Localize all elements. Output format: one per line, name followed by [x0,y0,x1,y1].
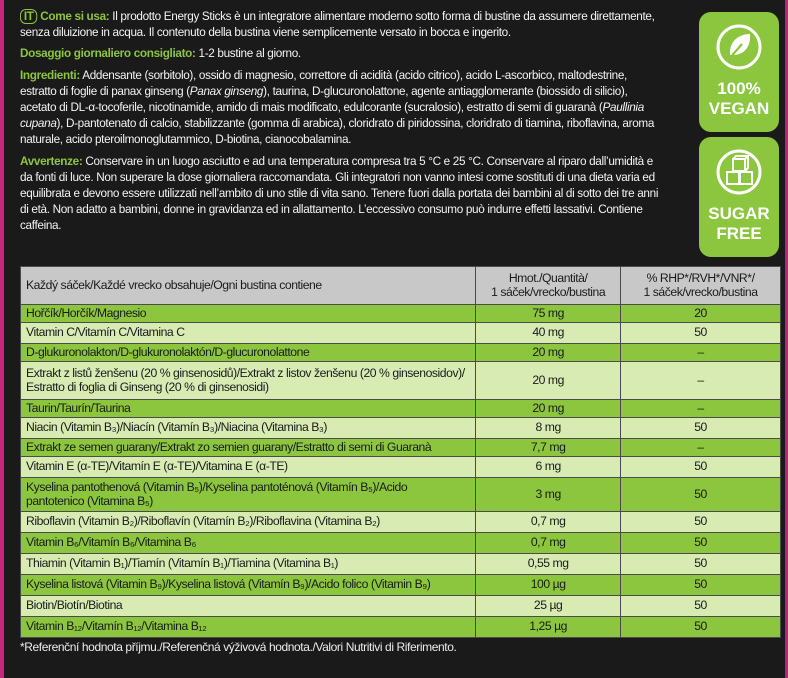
row-reference-value: 50 [621,575,781,596]
usage-label: Come si usa: [40,9,110,23]
vegan-badge [699,12,779,132]
table-row [21,323,781,344]
header-quantity [476,267,621,305]
product-text-block [20,8,662,239]
row-reference-value: – [621,344,781,362]
row-name: Biotin/Biotín/Biotina [21,596,476,617]
table-row [21,554,781,575]
magenta-edge [0,0,4,678]
row-name: Vitamin E (α-TE)/Vitamín E (α-TE)/Vitamina E (α-TE) [21,457,476,478]
row-quantity: 6 mg [476,457,621,478]
row-name: Hořčík/Horčík/Magnesio [21,305,476,323]
row-name: Kyselina listová (Vitamin B₉)/Kyselina listová (Vitamín B₉)/Acido folico (Vitamin B₉) [21,575,476,596]
row-reference-value: – [621,362,781,400]
table-row [21,439,781,457]
table-row [21,418,781,439]
row-name: Vitamin B₁₂/Vitamín B₁₂/Vitamina B₁₂ [21,617,476,638]
row-quantity: 7,7 mg [476,439,621,457]
row-name: Kyselina pantothenová (Vitamin B₅)/Kyselina pantoténová (Vitamín B₅)/Acido pantotenico (Vitamina B₅) [21,478,476,512]
row-quantity: 20 mg [476,400,621,418]
table-row [21,457,781,478]
table-row [21,533,781,554]
usage-paragraph [20,8,662,40]
table-row [21,617,781,638]
sugar-line-2: FREE [716,224,762,243]
table-row [21,305,781,323]
table-row [21,344,781,362]
ingredients-label: Ingredienti: [20,67,80,82]
row-quantity: 8 mg [476,418,621,439]
row-quantity: 20 mg [476,362,621,400]
row-name: Extrakt z listů ženšenu (20 % ginsenosidů)/Extrakt z listov ženšenu (20 % ginsenosidov)/ Estratto di foglia di Ginseng (20 % di ginsenosidi) [21,362,476,400]
row-reference-value: 50 [621,323,781,344]
row-name: Extrakt ze semen guarany/Extrakt zo semien guarany/Estratto di semi di Guaranà [21,439,476,457]
table-row [21,575,781,596]
row-reference-value: 50 [621,457,781,478]
row-name: Thiamin (Vitamin B₁)/Tiamín (Vitamín B₁)/Tiamina (Vitamina B₁) [21,554,476,575]
row-quantity: 3 mg [476,478,621,512]
row-quantity: 1,25 µg [476,617,621,638]
dosage-label: Dosaggio giornaliero consigliato: [20,46,196,61]
row-quantity: 40 mg [476,323,621,344]
row-reference-value: – [621,400,781,418]
nutrition-table [20,266,781,638]
row-quantity: 0,7 mg [476,512,621,533]
ingredients-latin-1: Panax ginseng [189,83,264,98]
row-reference-value: 50 [621,617,781,638]
table-row [21,596,781,617]
row-name: Riboflavin (Vitamin B₂)/Riboflavín (Vitamín B₂)/Riboflavina (Vitamina B₂) [21,512,476,533]
warnings-paragraph [20,153,662,234]
row-quantity: 75 mg [476,305,621,323]
header-reference [621,267,781,305]
leaf-icon [716,22,762,72]
row-name: Niacin (Vitamin B₃)/Niacín (Vitamín B₃)/Niacina (Vitamina B₃) [21,418,476,439]
table-body [21,305,781,638]
language-badge: IT [20,9,37,24]
header-reference-text: % RHP*/RVH*/VNR*/ 1 sáček/vrecko/bustina [643,271,758,299]
row-name: Vitamin C/Vitamín C/Vitamina C [21,323,476,344]
header-ingredient: Každý sáček/Každé vrecko obsahuje/Ogni bustina contiene [21,267,476,305]
row-name: D-glukuronolakton/D-glukuronolaktón/D-glucuronolattone [21,344,476,362]
row-quantity: 100 µg [476,575,621,596]
table-row [21,400,781,418]
row-name: Taurin/Taurín/Taurina [21,400,476,418]
ingredients-latin-2: Paullinia cupana [20,100,644,131]
sugar-line-1: SUGAR [708,204,770,223]
ingredients-paragraph [20,67,662,148]
warnings-label: Avvertenze: [20,153,83,168]
sugar-free-badge [699,137,779,257]
row-quantity: 0,7 mg [476,533,621,554]
row-quantity: 20 mg [476,344,621,362]
vegan-line-2: VEGAN [708,99,770,118]
table-header-row [21,267,781,305]
ingredients-text-3: ), D-pantotenato di calcio, stabilizzante (gomma di arabica), cloridrato di piridossina, cloridrato di tiamina, riboflavina, aroma naturale, acido pteroilmonoglutammico, D-biotina, cianocobalamina. [20,116,655,147]
row-reference-value: 50 [621,478,781,512]
header-quantity-text: Hmot./Quantità/ 1 sáček/vrecko/bustina [491,271,606,299]
table-row [21,512,781,533]
row-reference-value: 50 [621,533,781,554]
row-reference-value: – [621,439,781,457]
table-row [21,478,781,512]
row-reference-value: 50 [621,512,781,533]
table-row [21,362,781,400]
row-reference-value: 50 [621,418,781,439]
row-reference-value: 50 [621,554,781,575]
dosage-text: 1-2 bustine al giorno. [195,46,301,61]
row-quantity: 25 µg [476,596,621,617]
row-quantity: 0,55 mg [476,554,621,575]
row-reference-value: 50 [621,596,781,617]
usage-text: Il prodotto Energy Sticks è un integratore alimentare moderno sotto forma di bustine da assumere direttamente, senza diluizione in acqua. Il contenuto della bustina viene semplicemente versato in bocca e ingerito. [20,9,655,40]
warnings-text: Conservare in un luogo asciutto e ad una temperatura compresa tra 5 °C e 25 °C. Conservare al riparo dall’umidità e da fonti di luce. Non superare la dose giornaliera raccomandata. Gli integratori non vanno intesi come sostituti di una dieta varia ed equilibrata e devono essere utilizzati nell’ambito di uno stile di vita sano. Tenere fuori dalla portata dei bambini al di sotto dei tre anni di età. Non adatto a bambini, donne in gravidanza ed in allattamento. L’eccessivo consumo può indurre effetti lassativi. Contiene caffeina. [20,153,659,233]
vegan-line-1: 100% [717,79,761,98]
row-reference-value: 20 [621,305,781,323]
dosage-paragraph [20,45,662,61]
sugar-cubes-icon [716,147,762,197]
ingredients-text-1: Addensante (sorbitolo), ossido di magnesio, correttore di acidità (acido citrico), acido L-ascorbico, maltodestrine, estratto di foglie di panax ginseng ( [20,67,627,98]
row-name: Vitamin B₆/Vitamín B₆/Vitamina B₆ [21,533,476,554]
ingredients-text-2: ), taurina, D-glucuronolattone, agente antiagglomerante (biossido di silicio), acetato di DL-α-tocoferile, nicotinamide, amido di mais modificato, edulcorante (sucralosio), estratto di semi di guaranà ( [20,83,628,115]
footnote: *Referenční hodnota příjmu./Referenčná výživová hodnota./Valori Nutritivi di Riferimento. [20,640,457,654]
